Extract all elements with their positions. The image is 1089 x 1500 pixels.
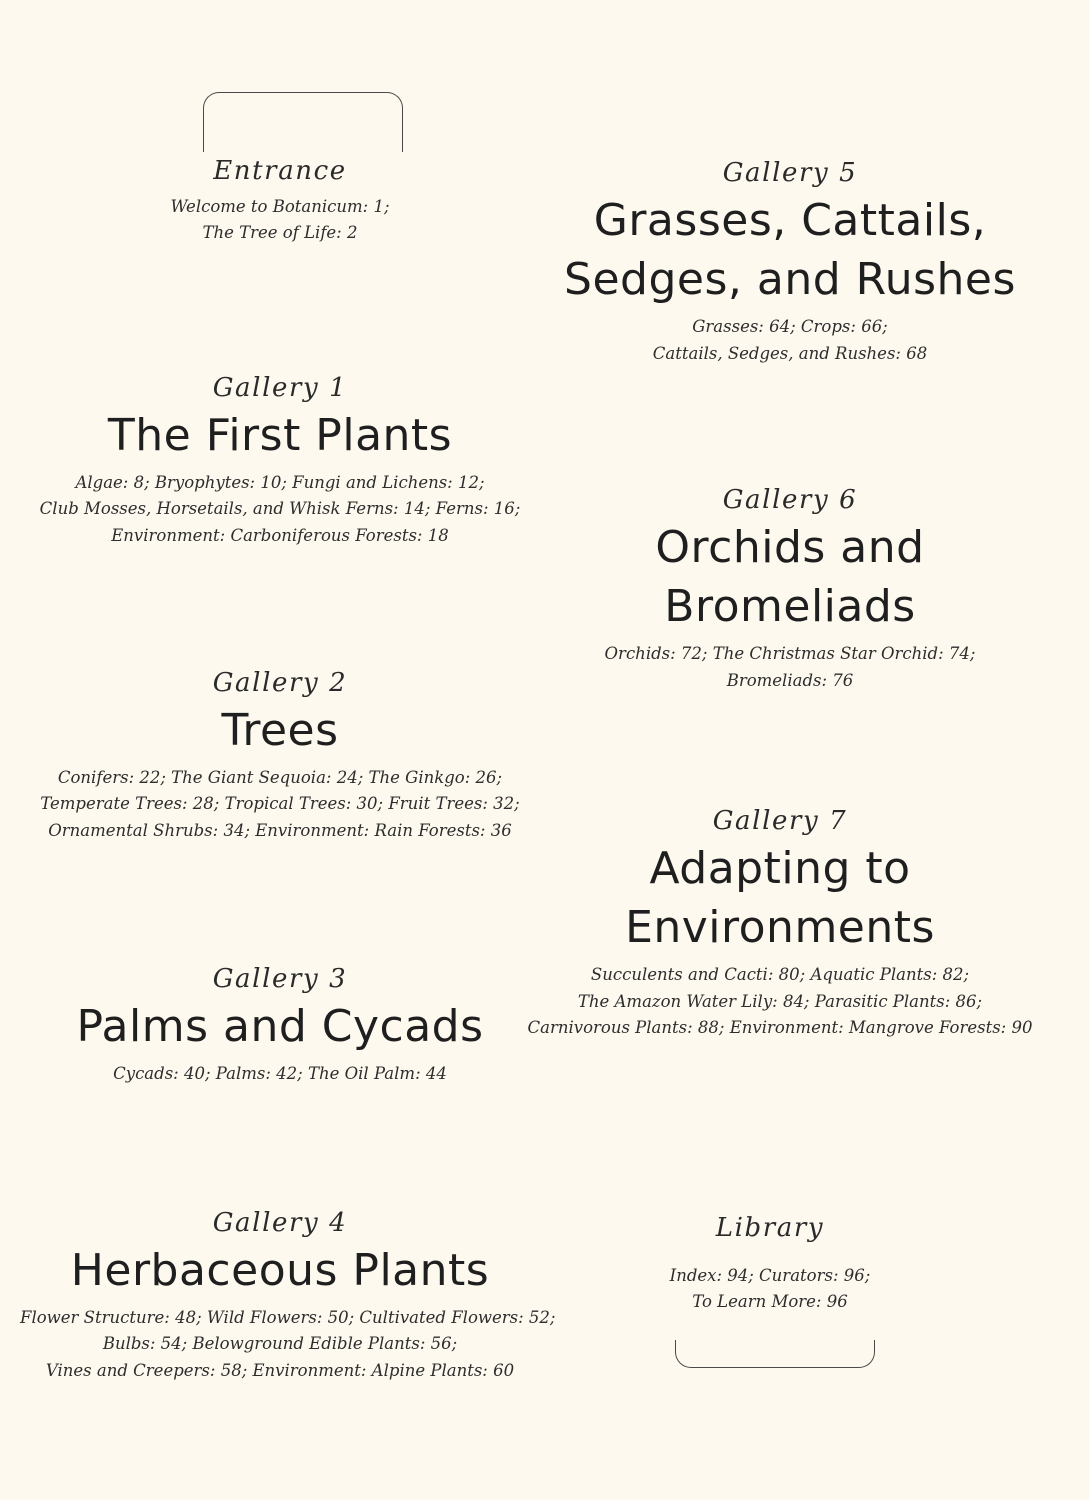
section-entries	[510, 962, 1050, 1042]
entry-line: Temperate Trees: 28; Tropical Trees: 30; Fruit Trees: 32;	[40, 794, 520, 814]
section-gallery-5	[530, 157, 1050, 367]
entry-line: The Amazon Water Lily: 84; Parasitic Plants: 86;	[577, 991, 983, 1011]
section-label: Gallery 6	[722, 485, 858, 515]
entry-line: Grasses: 64; Crops: 66;	[692, 317, 888, 337]
section-label: Entrance	[213, 156, 347, 186]
section-label: Gallery 5	[722, 158, 858, 188]
section-title-line-1: Grasses, Cattails,	[593, 194, 987, 246]
section-entrance	[45, 155, 515, 247]
entry-line: Succulents and Cacti: 80; Aquatic Plants: 82;	[590, 965, 970, 985]
section-title-line-2: Bromeliads	[664, 580, 916, 632]
entry-line: The Tree of Life: 2	[202, 223, 358, 243]
section-title: The First Plants	[107, 409, 453, 461]
decorative-frame-top	[203, 92, 403, 152]
section-gallery-6	[540, 484, 1040, 694]
section-title-line-2: Environments	[625, 901, 935, 953]
section-title-line-2: Sedges, and Rushes	[564, 253, 1016, 305]
section-title-line-1: Adapting to	[649, 842, 911, 894]
section-gallery-2	[30, 667, 530, 845]
section-title: Palms and Cycads	[76, 1000, 484, 1052]
entry-line: Bulbs: 54; Belowground Edible Plants: 56;	[102, 1334, 458, 1354]
entry-line: Orchids: 72; The Christmas Star Orchid: 74;	[604, 644, 976, 664]
section-gallery-1	[30, 372, 530, 550]
entry-line: Cattails, Sedges, and Rushes: 68	[652, 343, 928, 363]
entry-line: Welcome to Botanicum: 1;	[170, 196, 390, 216]
entry-line: Bromeliads: 76	[726, 670, 854, 690]
section-label: Gallery 4	[212, 1208, 348, 1238]
entry-line: Club Mosses, Horsetails, and Whisk Ferns: 14; Ferns: 16;	[39, 499, 521, 519]
entry-line: Index: 94; Curators: 96;	[669, 1265, 871, 1285]
section-entries	[530, 314, 1050, 367]
section-gallery-3	[30, 963, 530, 1087]
section-title-line-1: Orchids and	[655, 521, 925, 573]
section-label: Gallery 2	[212, 668, 348, 698]
decorative-frame-bottom	[675, 1340, 875, 1368]
section-label: Gallery 3	[212, 964, 348, 994]
section-entries	[30, 1061, 530, 1088]
section-title: Trees	[221, 704, 339, 756]
entry-line: Cycads: 40; Palms: 42; The Oil Palm: 44	[113, 1063, 447, 1083]
entry-line: Vines and Creepers: 58; Environment: Alpine Plants: 60	[45, 1361, 515, 1381]
section-title: Herbaceous Plants	[70, 1244, 490, 1296]
section-label: Library	[715, 1213, 825, 1243]
section-gallery-4	[20, 1207, 556, 1385]
entry-line: Conifers: 22; The Giant Sequoia: 24; The Ginkgo: 26;	[57, 767, 503, 787]
section-label: Gallery 7	[712, 806, 848, 836]
section-entries	[30, 765, 530, 845]
section-entries	[30, 470, 530, 550]
entry-line: Flower Structure: 48; Wild Flowers: 50; Cultivated Flowers: 52;	[20, 1307, 556, 1327]
entry-line: Carnivorous Plants: 88; Environment: Mangrove Forests: 90	[527, 1018, 1033, 1038]
entry-line: To Learn More: 96	[692, 1292, 848, 1312]
section-gallery-7	[510, 805, 1050, 1042]
section-entries	[540, 641, 1040, 694]
section-library	[560, 1212, 980, 1316]
section-label: Gallery 1	[212, 373, 348, 403]
entry-line: Algae: 8; Bryophytes: 10; Fungi and Lichens: 12;	[75, 472, 485, 492]
entry-line: Ornamental Shrubs: 34; Environment: Rain Forests: 36	[48, 821, 512, 841]
section-entries	[20, 1305, 556, 1385]
entry-line: Environment: Carboniferous Forests: 18	[111, 526, 449, 546]
section-entries	[45, 194, 515, 247]
section-entries	[560, 1263, 980, 1316]
